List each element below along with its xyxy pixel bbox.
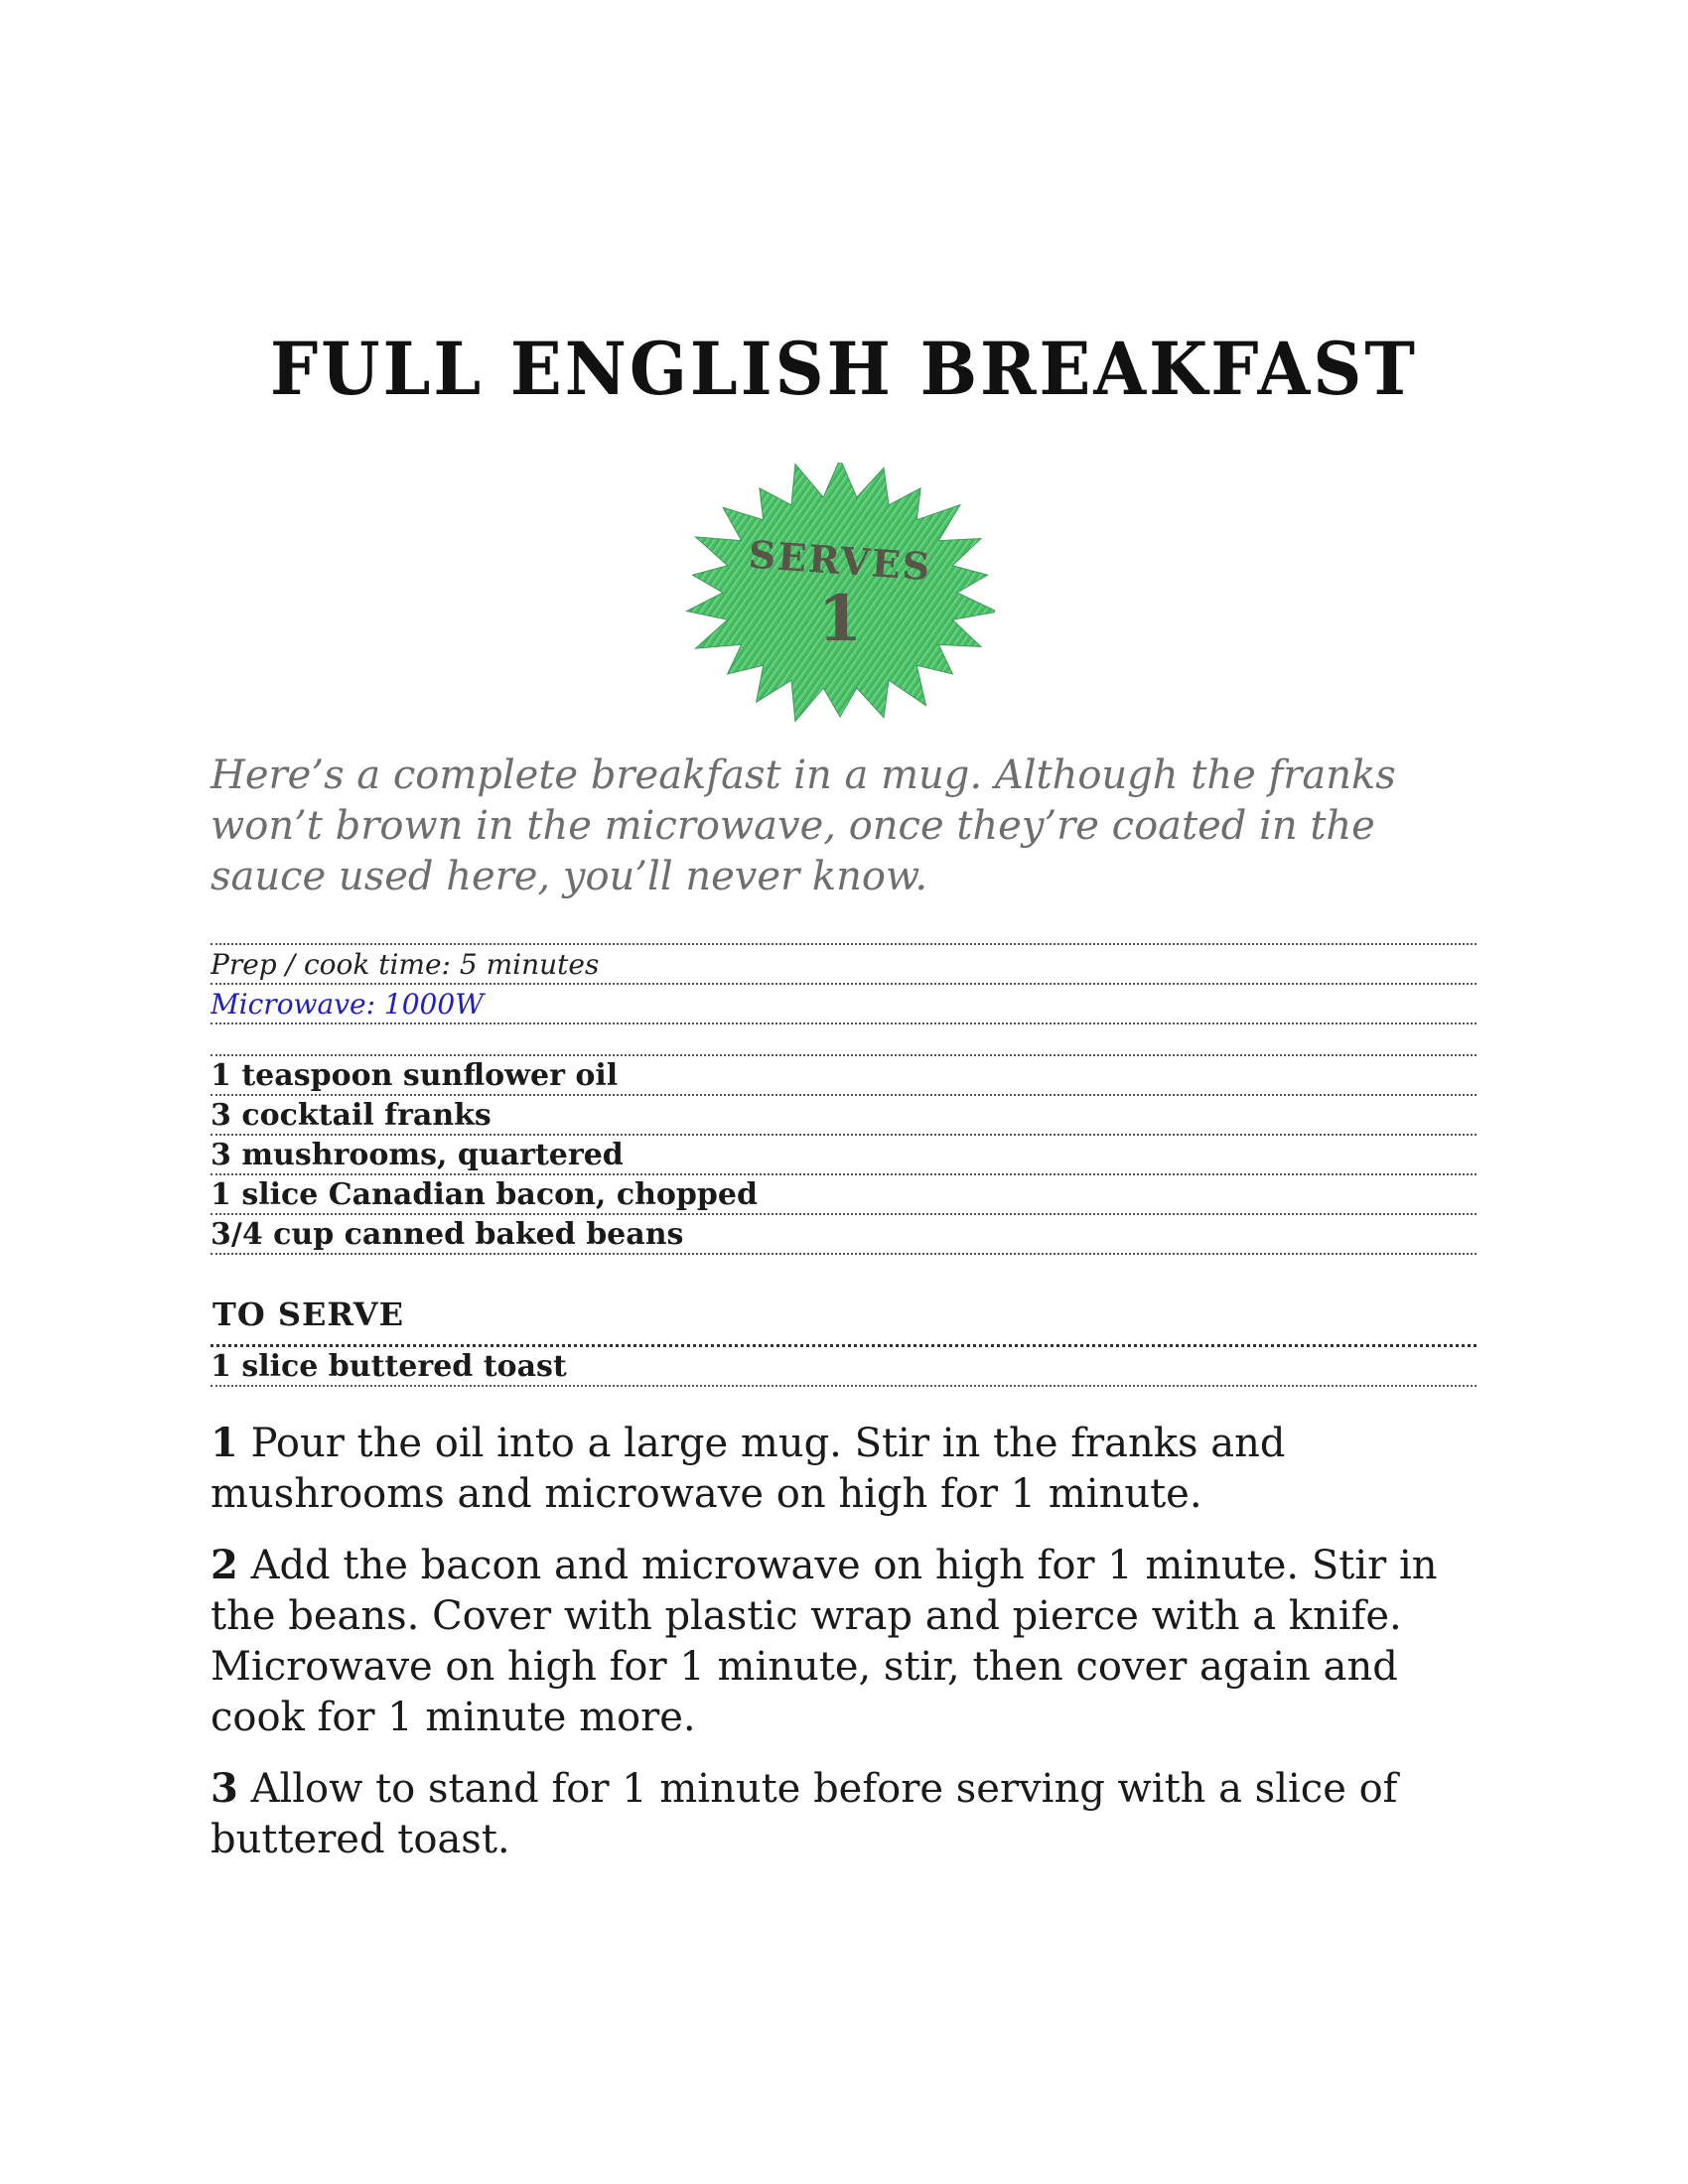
to-serve-item: 1 slice buttered toast (211, 1344, 1477, 1387)
microwave-power: Microwave: 1000W (211, 983, 1477, 1024)
to-serve-heading: TO SERVE (212, 1296, 404, 1333)
method-steps (211, 1418, 1491, 1885)
step-text: Allow to stand for 1 minute before serving with a slice of buttered toast. (211, 1766, 1398, 1862)
serves-label: SERVES (747, 531, 933, 590)
ingredient-item: 3 cocktail franks (211, 1094, 1477, 1134)
ingredient-item: 3/4 cup canned baked beans (211, 1213, 1477, 1255)
meta-block (211, 943, 1477, 1024)
method-step (211, 1540, 1491, 1743)
prep-cook-time: Prep / cook time: 5 minutes (211, 943, 1477, 983)
method-step (211, 1418, 1491, 1520)
serves-badge (685, 463, 995, 723)
step-text: Pour the oil into a large mug. Stir in the franks and mushrooms and microwave on high for 1 minute. (211, 1421, 1286, 1517)
ingredient-item: 3 mushrooms, quartered (211, 1134, 1477, 1173)
step-text: Add the bacon and microwave on high for 1 minute. Stir in the beans. Cover with plastic wrap and pierce with a knife. Microwave on high for 1 minute, stir, then cover again and cook for 1 minute more. (211, 1543, 1438, 1740)
serves-count: 1 (817, 582, 863, 656)
ingredient-item: 1 slice Canadian bacon, chopped (211, 1173, 1477, 1213)
step-number: 1 (211, 1420, 238, 1466)
ingredient-item: 1 teaspoon sunflower oil (211, 1054, 1477, 1094)
intro-text: Here’s a complete breakfast in a mug. Although the franks won’t brown in the microwave, once they’re coated in the sauce used here, you’ll never know. (211, 752, 1396, 899)
step-number: 2 (211, 1542, 238, 1588)
to-serve-list (211, 1344, 1477, 1387)
method-step (211, 1763, 1491, 1865)
page-title: FULL ENGLISH BREAKFAST (269, 326, 1419, 413)
step-number: 3 (211, 1765, 238, 1812)
ingredient-list (211, 1054, 1477, 1255)
